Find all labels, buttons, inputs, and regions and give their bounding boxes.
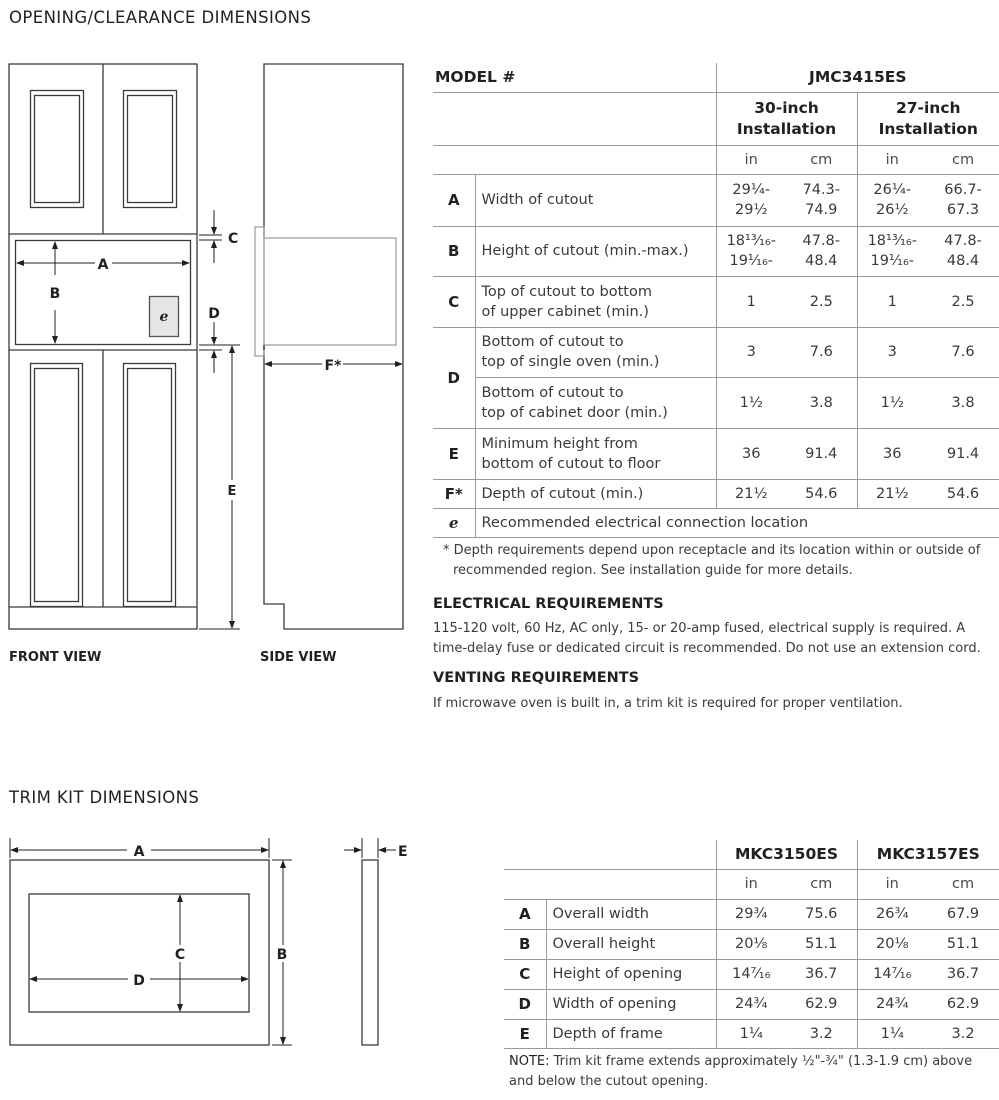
value-cell: 2.5: [927, 276, 999, 327]
table-row: [433, 327, 999, 377]
value-cell: 3: [857, 327, 927, 377]
trim-dim-label-d: D: [133, 973, 145, 989]
value-cell: 51.1: [786, 929, 857, 959]
table-row: [504, 1019, 999, 1048]
unit-cell: in: [716, 145, 786, 174]
value-cell: 1: [716, 276, 786, 327]
row-description: Top of cutout to bottom of upper cabinet (min.): [475, 276, 716, 327]
value-cell: 91.4: [786, 428, 857, 479]
value-cell: 1½: [857, 377, 927, 428]
value-cell: 29¼- 29½: [716, 174, 786, 226]
dim-label-d: D: [208, 306, 220, 322]
trim-frame-outline: [10, 860, 269, 1045]
value-cell: 62.9: [927, 989, 999, 1019]
value-cell: 47.8- 48.4: [786, 226, 857, 276]
value-cell: 3.2: [786, 1019, 857, 1048]
table-row: [433, 479, 999, 508]
trim-units-row: [504, 869, 999, 899]
unit-cell: in: [716, 869, 786, 899]
electrical-heading: ELECTRICAL REQUIREMENTS: [433, 596, 664, 612]
row-letter: A: [504, 899, 546, 929]
table-row: [433, 508, 999, 537]
trim-side-profile: [362, 860, 378, 1045]
value-cell: 29¾: [716, 899, 786, 929]
row-letter: A: [433, 174, 475, 226]
units-row: [433, 145, 999, 174]
model-number: JMC3415ES: [716, 63, 999, 92]
unit-cell: in: [857, 869, 927, 899]
row-letter: E: [433, 428, 475, 479]
value-cell: 1: [857, 276, 927, 327]
value-cell: 3.2: [927, 1019, 999, 1048]
table-row: [433, 428, 999, 479]
trim-dim-label-a: A: [133, 844, 145, 860]
venting-heading: VENTING REQUIREMENTS: [433, 670, 640, 686]
value-cell: 20⅛: [716, 929, 786, 959]
value-cell: 67.9: [927, 899, 999, 929]
unit-cell: cm: [786, 145, 857, 174]
value-cell: 75.6: [786, 899, 857, 929]
value-cell: 1½: [716, 377, 786, 428]
row-letter: C: [433, 276, 475, 327]
row-letter: F*: [433, 479, 475, 508]
row-letter: D: [504, 989, 546, 1019]
value-cell: 7.6: [786, 327, 857, 377]
opening-diagram: [0, 0, 430, 640]
lower-right-panel: [124, 364, 176, 607]
value-cell: 91.4: [927, 428, 999, 479]
side-view-label: SIDE VIEW: [260, 650, 337, 665]
table-row: [504, 959, 999, 989]
value-cell: 36: [857, 428, 927, 479]
trim-note: NOTE: Trim kit frame extends approximately ½"-¾" (1.3-1.9 cm) above and below the cutout opening.: [509, 1054, 973, 1089]
value-cell: 1¼: [716, 1019, 786, 1048]
row-description: Height of cutout (min.-max.): [475, 226, 716, 276]
trim-model-2: MKC3157ES: [857, 840, 999, 869]
trim-opening-outline: [29, 894, 249, 1012]
value-cell: 36: [716, 428, 786, 479]
dim-label-e-electrical: e: [159, 309, 169, 325]
value-cell: 3.8: [927, 377, 999, 428]
table-row: [504, 929, 999, 959]
table-row: [504, 989, 999, 1019]
lower-left-panel: [31, 364, 83, 607]
table-row: [433, 174, 999, 226]
trim-dim-label-c: C: [174, 947, 186, 963]
row-letter: e: [433, 508, 475, 537]
value-cell: 20⅛: [857, 929, 927, 959]
value-cell: 74.3- 74.9: [786, 174, 857, 226]
value-cell: 1¼: [857, 1019, 927, 1048]
table-row: [433, 226, 999, 276]
value-cell: 18¹³⁄₁₆- 19¹⁄₁₆-: [857, 226, 927, 276]
depth-footnote: * Depth requirements depend upon receptacle and its location within or outside of recommended region. See installation guide for more details.: [443, 543, 981, 578]
row-letter: D: [433, 327, 475, 428]
value-cell: 47.8- 48.4: [927, 226, 999, 276]
value-cell: 21½: [716, 479, 786, 508]
table-row: [433, 276, 999, 327]
value-cell: 54.6: [786, 479, 857, 508]
trim-dimensions-table: [504, 840, 999, 1049]
value-cell: 62.9: [786, 989, 857, 1019]
value-cell: 14⁷⁄₁₆: [857, 959, 927, 989]
row-description: Depth of frame: [546, 1019, 716, 1048]
row-description: Bottom of cutout to top of single oven (min.): [475, 327, 716, 377]
value-cell: 14⁷⁄₁₆: [716, 959, 786, 989]
dim-label-a: A: [97, 257, 109, 273]
microwave-body: [264, 238, 396, 345]
dim-label-e: E: [227, 484, 237, 499]
opening-section-title: OPENING/CLEARANCE DIMENSIONS: [9, 8, 312, 27]
trim-model-1: MKC3150ES: [716, 840, 857, 869]
model-label: MODEL #: [433, 63, 716, 92]
table-row: [504, 899, 999, 929]
installation-row: [433, 92, 999, 145]
model-row: [433, 63, 999, 92]
row-description: Depth of cutout (min.): [475, 479, 716, 508]
unit-cell: in: [857, 145, 927, 174]
dim-label-f: F*: [324, 358, 342, 374]
dim-label-c: C: [228, 231, 239, 247]
value-cell: 51.1: [927, 929, 999, 959]
value-cell: 18¹³⁄₁₆- 19¹⁄₁₆-: [716, 226, 786, 276]
row-description: Recommended electrical connection location: [475, 508, 999, 537]
value-cell: 26¾: [857, 899, 927, 929]
row-description: Overall height: [546, 929, 716, 959]
row-letter: B: [504, 929, 546, 959]
opening-dimensions-table: [433, 63, 999, 538]
table-row: [433, 377, 999, 428]
row-description: Width of cutout: [475, 174, 716, 226]
value-cell: 36.7: [786, 959, 857, 989]
unit-cell: cm: [927, 869, 999, 899]
row-letter: E: [504, 1019, 546, 1048]
value-cell: 54.6: [927, 479, 999, 508]
unit-cell: cm: [927, 145, 999, 174]
installation-30-inch: 30-inch Installation: [716, 92, 857, 145]
electrical-text: 115-120 volt, 60 Hz, AC only, 15- or 20-amp fused, electrical supply is required. A time-delay fuse or dedicated circuit is recommended. Do not use an extension cord.: [433, 621, 981, 656]
front-view-drawing: [9, 64, 197, 629]
trim-dim-label-e: E: [398, 844, 408, 860]
side-view-drawing: [255, 64, 403, 629]
front-view-label: FRONT VIEW: [9, 650, 102, 665]
side-cabinet-outline: [264, 64, 403, 629]
trim-model-row: [504, 840, 999, 869]
installation-27-inch: 27-inch Installation: [857, 92, 999, 145]
value-cell: 2.5: [786, 276, 857, 327]
row-description: Height of opening: [546, 959, 716, 989]
upper-right-panel: [124, 91, 177, 208]
value-cell: 3.8: [786, 377, 857, 428]
value-cell: 66.7- 67.3: [927, 174, 999, 226]
microwave-trim: [255, 227, 264, 356]
unit-cell: cm: [786, 869, 857, 899]
row-letter: C: [504, 959, 546, 989]
row-description: Overall width: [546, 899, 716, 929]
row-description: Minimum height from bottom of cutout to floor: [475, 428, 716, 479]
row-letter: B: [433, 226, 475, 276]
value-cell: 3: [716, 327, 786, 377]
row-description: Bottom of cutout to top of cabinet door (min.): [475, 377, 716, 428]
trim-section-title: TRIM KIT DIMENSIONS: [9, 788, 200, 807]
value-cell: 24¾: [716, 989, 786, 1019]
value-cell: 21½: [857, 479, 927, 508]
value-cell: 24¾: [857, 989, 927, 1019]
trim-dim-label-b: B: [276, 947, 288, 963]
upper-left-panel: [31, 91, 84, 208]
value-cell: 7.6: [927, 327, 999, 377]
venting-text: If microwave oven is built in, a trim kit is required for proper ventilation.: [433, 696, 903, 711]
row-description: Width of opening: [546, 989, 716, 1019]
value-cell: 36.7: [927, 959, 999, 989]
dim-label-b: B: [49, 286, 61, 302]
value-cell: 26¼- 26½: [857, 174, 927, 226]
